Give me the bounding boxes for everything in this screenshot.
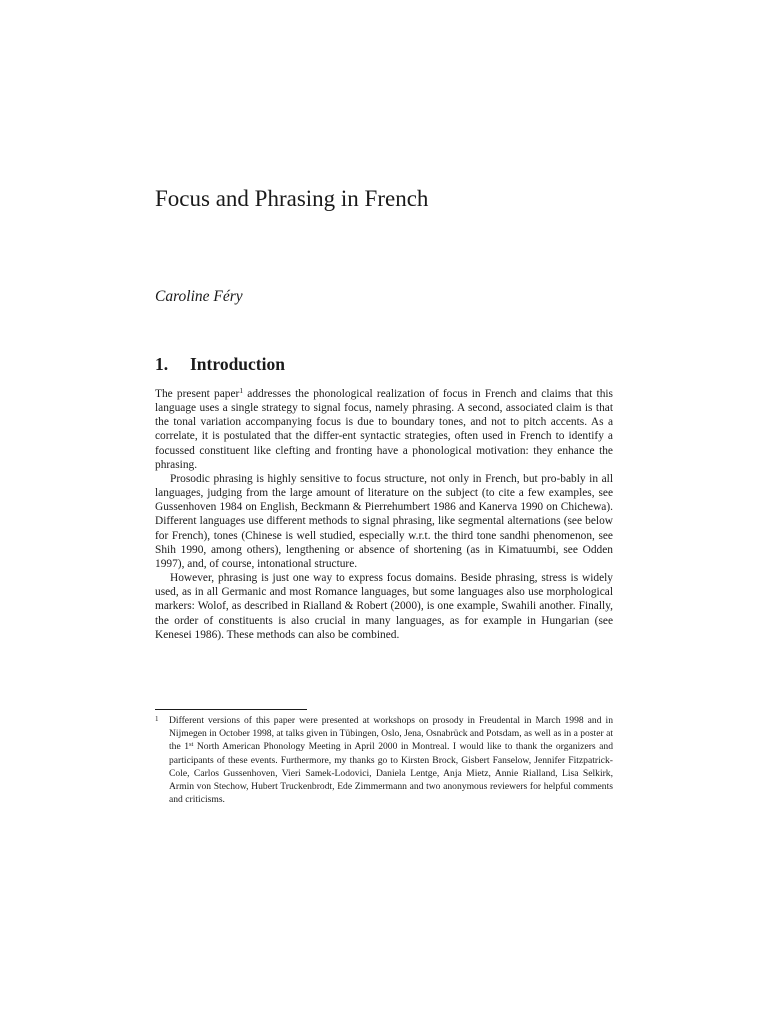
paragraph-3: However, phrasing is just one way to express focus domains. Beside phrasing, stress is widely used, as in all Germanic and most Romance languages, but some languages also use morphological markers: Wolof, as described in Rialland & Robert (2000), is one example, Swahili another. Finally, the order of constituents is also crucial in many languages, as for example in Hungarian (see Kenesei 1986). These methods can also be combined. [155,572,613,641]
footnote-text [169,714,613,806]
section-heading [155,354,285,375]
section-number: 1. [155,354,169,374]
footnote-text-rest: North American Phonology Meeting in April 2000 in Montreal. I would like to thank the organizers and participants of these events. Furthermore, my thanks go to Kirsten Brock, Gisbert Fanselow, Jennifer Fitzpatrick-Cole, Carlos Gussenhoven, Vieri Samek-Lodovici, Daniela Lentge, Anja Mietz, Annie Rialland, Lisa Selkirk, Armin von Stechow, Hubert Truckenbrodt, Ede Zimmermann and two anonymous reviewers for helpful comments and criticisms. [169,741,613,806]
paragraph-1-rest: addresses the phonological realization of focus in French and claims that this language uses a single strategy to signal focus, namely phrasing. A second, associated claim is that the tonal variation accompanying focus is due to boundary tones, and not to pitch accents. As a correlate, it is postulated that the differ-ent syntactic strategies, often used in French to identify a focussed constituent like clefting and fronting have a phonological motivation: they enhance the phrasing. [155,388,613,471]
paper-title: Focus and Phrasing in French [155,186,429,211]
body-text [155,387,613,642]
paragraph-2: Prosodic phrasing is highly sensitive to focus structure, not only in French, but pro-bably in all languages, judging from the large amount of literature on the subject (to cite a few examples, see Gussenhoven 1984 on English, Beckmann & Pierrehumbert 1986 and Kanerva 1990 on Chichewa). Different languages use different methods to signal phrasing, like segmental alternations (see below for French), tones (Chinese is well studied, especially w.r.t. the third tone sandhi phenomenon, see Shih 1990, among others), lengthening or absence of shortening (as in Kimatuumbi, see Odden 1997), and, of course, intonational structure. [155,472,613,570]
section-title: Introduction [190,354,285,374]
paragraph-1 [155,387,613,472]
footnote [155,714,613,806]
footnote-reference: 1 [239,386,244,395]
footnote-mark: 1 [155,715,159,723]
author-name: Caroline Féry [155,288,243,305]
paragraph-1-start: The present paper [155,388,240,400]
footnote-ordinal-suffix: st [189,741,194,749]
footnote-text-start: Different versions of this paper were presented at workshops on prosody in Freudental in March 1998 and in Nijmegen in October 1998, at talks given in Tübingen, Oslo, Jena, Osnabrück and Potsdam, as well as in a poster at the 1 [169,715,613,753]
footnote-divider [155,709,307,710]
